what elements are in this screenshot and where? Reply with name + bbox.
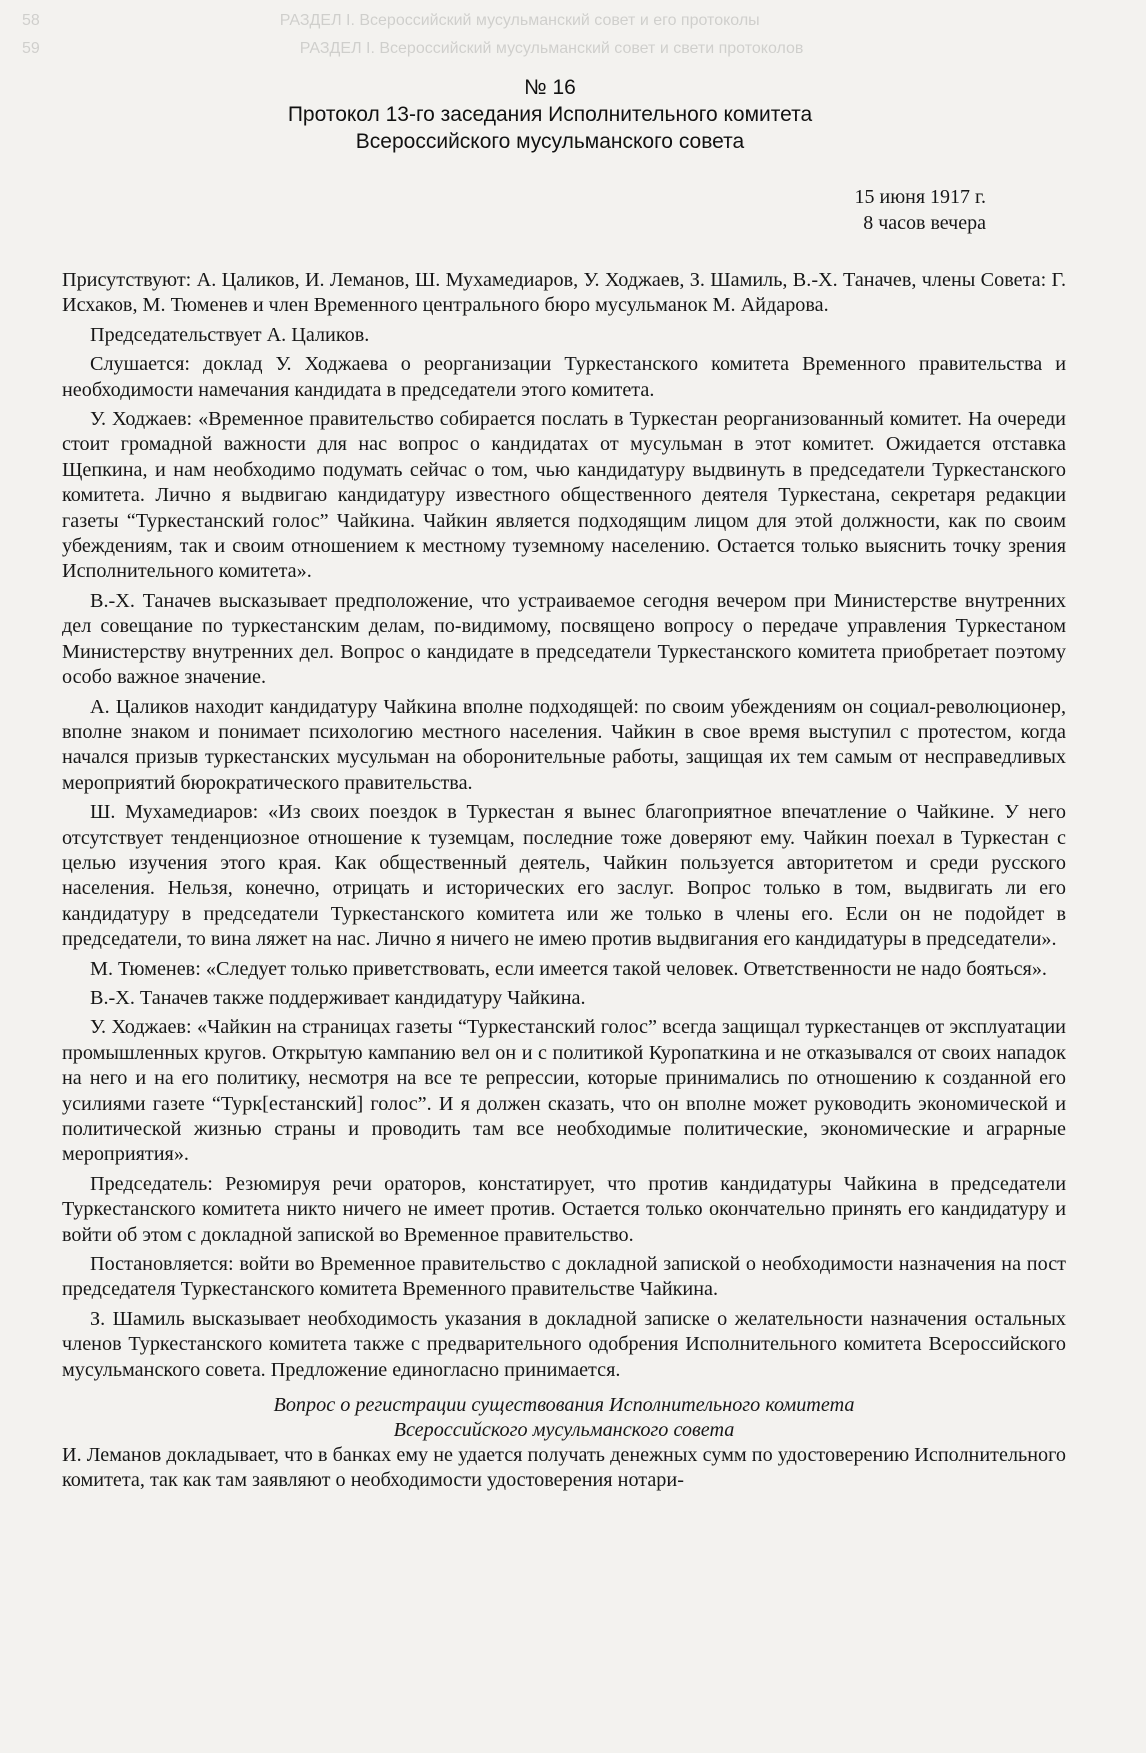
protocol-body: [62, 268, 1066, 1498]
paragraph-attendees: Присутствуют: А. Цаликов, И. Леманов, Ш. Мухамедиаров, У. Ходжаев, З. Шамиль, В.-Х. Таначев, члены Совета: Г. Исхаков, М. Тюменев и член Временного центрального бюро мусульманок М. Айдарова.: [62, 269, 1066, 317]
document-title-line-1: Протокол 13-го заседания Исполнительного комитета: [287, 103, 813, 126]
paragraph-khodzhaev-1: У. Ходжаев: «Временное правительство собирается послать в Туркестан реорганизованный комитет. На очереди стоит громадной важности для нас вопрос о кандидатах от мусульман в этот комитет. Ожидается отставка Щепкина, и нам необходимо подумать сейчас о том, чью кандидатуру выдвинуть в председатели Туркестанского комитета. Лично я выдвигаю кандидатуру известного общественного деятеля Туркестана, секретаря редакции газеты “Туркестанский голос” Чайкина. Чайкин является подходящим лицом для этой должности, как по своим убеждениям, так и своим отношением к местному туземному населению. Остается только выяснить точку зрения Исполнительного комитета».: [62, 408, 1066, 583]
subheading-line-2: Всероссийского мусульманского совета: [393, 1419, 735, 1442]
paragraph-tanachev-2: В.-Х. Таначев также поддерживает кандидатуру Чайкина.: [90, 986, 586, 1009]
paragraph-lemanov: И. Леманов докладывает, что в банках ему не удается получать денежных сумм по удостоверению Исполнительного комитета, так как там заявляют о необходимости удостоверения нотари-: [62, 1444, 1066, 1492]
paragraph-chairman: Председатель: Резюмируя речи ораторов, констатирует, что против кандидатуры Чайкина в председатели Туркестанского комитета никто ничего не имеет против. Остается только окончательно принять его кандидатуру и войти об этом с докладной запиской во Временное правительство.: [62, 1172, 1066, 1246]
paragraph-chair: Председательствует А. Цаликов.: [90, 323, 370, 346]
subheading-line-1: Вопрос о регистрации существования Исполнительного комитета: [273, 1394, 855, 1417]
section-subheading: [62, 1393, 1066, 1443]
paragraph-mukhamediarov: Ш. Мухамедиаров: «Из своих поездок в Туркестан я вынес благоприятное впечатление о Чайкине. У него отсутствует тенденциозное отношение к туземцам, последние тоже доверяют ему. Чайкин поехал в Туркестан с целью изучения этого края. Как общественный деятель, Чайкин пользуется авторитетом и среди русского населения. Нельзя, конечно, отрицать и исторических его заслуг. Вопрос только в том, выдвигать ли его кандидатуру в председатели Туркестанского комитета или же только в члены его. Если он не подойдет в председатели, то вина ляжет на нас. Лично я ничего не имею против выдвигания его кандидатуры в председатели».: [62, 801, 1066, 951]
paragraph-tyumenev: М. Тюменев: «Следует только приветствовать, если имеется такой человек. Ответственности не надо бояться».: [90, 957, 1047, 980]
paragraph-tanachev-1: В.-Х. Таначев высказывает предположение, что устраиваемое сегодня вечером при Министерстве внутренних дел совещание по туркестанским делам, по-видимому, посвящено вопросу о передаче управления Туркестаном Министерству внутренних дел. Вопрос о кандидате в председатели Туркестанского комитета приобретает поэтому особо важное значение.: [62, 589, 1066, 689]
meeting-time: 8 часов вечера: [863, 212, 986, 234]
paragraph-agenda: Слушается: доклад У. Ходжаева о реорганизации Туркестанского комитета Временного правительства и необходимости намечания кандидата в председатели этого комитета.: [62, 353, 1066, 401]
meeting-date: 15 июня 1917 г.: [854, 186, 986, 208]
running-head-text-1: РАЗДЕЛ I. Всероссийский мусульманский совет и его протоколы: [279, 12, 760, 29]
running-head-text-2: РАЗДЕЛ I. Всероссийский мусульманский совет и свети протоколов: [299, 40, 804, 57]
document-number: № 16: [524, 76, 576, 99]
running-head-page-2: 59: [22, 40, 40, 57]
paragraph-shamil: З. Шамиль высказывает необходимость указания в докладной записке о желательности назначения остальных членов Туркестанского комитета также с предварительного одобрения Исполнительного комитета Всероссийского мусульманского совета. Предложение единогласно принимается.: [62, 1307, 1066, 1381]
running-head-bleedthrough: [0, 6, 1146, 68]
paragraph-tsalikov: А. Цаликов находит кандидатуру Чайкина вполне подходящей: по своим убеждениям он социал-революционер, вполне знаком и понимает психологию местного населения. Чайкин в свое время выступил с протестом, когда начался призыв туркестанских мусульман на оборонительные работы, защищая их тем самым от несправедливых мероприятий бюрократического правительства.: [62, 695, 1066, 794]
document-title-line-2: Всероссийского мусульманского совета: [355, 130, 745, 153]
running-head-line-2: [22, 40, 803, 58]
running-head-page-1: 58: [22, 12, 40, 29]
paragraph-khodzhaev-2: У. Ходжаев: «Чайкин на страницах газеты “Туркестанский голос” всегда защищал туркестанцев от эксплуатации промышленных кругов. Открытую кампанию вел он и с политикой Куропаткина и не отказывался от своих нападок на него и на его политику, несмотря на все те репрессии, которые принимались по отношению к созданной его усилиями газете “Турк[естанский] голос”. И я должен сказать, что он вполне может руководить экономической и политической жизнью страны и проводить там все необходимые политические, экономические и аграрные мероприятия».: [62, 1016, 1066, 1166]
document-heading: [0, 74, 1100, 155]
date-block: [855, 184, 987, 236]
paragraph-resolution: Постановляется: войти во Временное правительство с докладной запиской о необходимости назначения на пост председателя Туркестанского комитета Временного правительстве Чайкина.: [62, 1253, 1066, 1301]
running-head-line-1: [22, 12, 760, 30]
